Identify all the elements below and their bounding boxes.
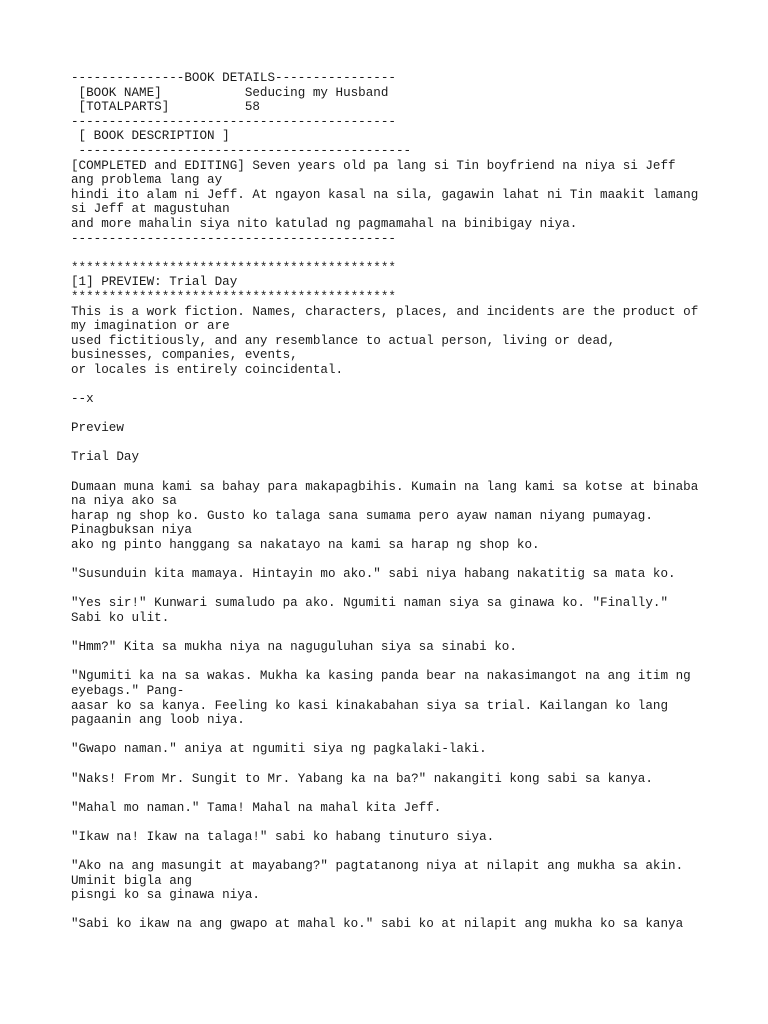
preview-label-text: Preview — [71, 421, 124, 436]
story-line: pagaanin ang loob niya. — [71, 713, 245, 728]
chapter-title-text: Trial Day — [71, 450, 140, 465]
book-name-row: [BOOK NAME] Seducing my Husband — [71, 85, 389, 100]
story-line: "Mahal mo naman." Tama! Mahal na mahal kita Jeff. — [71, 800, 442, 815]
story-paragraph — [71, 567, 761, 582]
story-line: aasar ko sa kanya. Feeling ko kasi kinakabahan siya sa trial. Kailangan ko lang — [71, 698, 669, 713]
story-line: Pinagbuksan niya — [71, 523, 192, 538]
story-line: "Hmm?" Kita sa mukha niya na naguguluhan siya sa sinabi ko. — [71, 640, 517, 655]
document-page — [71, 71, 761, 947]
story-line: "Sabi ko ikaw na ang gwapo at mahal ko." sabi ko at nilapit ang mukha ko sa kanya — [71, 917, 684, 932]
book-details-header: ---------------BOOK DETAILS---------------- — [71, 71, 396, 85]
story-paragraph — [71, 480, 761, 553]
story-paragraph — [71, 742, 761, 757]
disclaimer — [71, 305, 761, 378]
preview-stars-bottom: ******************************************* — [71, 289, 396, 304]
description-header: [ BOOK DESCRIPTION ] — [71, 129, 230, 144]
description-line: si Jeff at magustuhan — [71, 202, 230, 217]
story-line: "Susunduin kita mamaya. Hintayin mo ako." sabi niya habang nakatitig sa mata ko. — [71, 567, 676, 582]
story-body — [71, 480, 761, 932]
story-line: Uminit bigla ang — [71, 873, 192, 888]
story-line: pisngi ko sa ginawa niya. — [71, 888, 260, 903]
details-divider: ------------------------------------------- — [71, 114, 396, 129]
separator-text: --x — [71, 392, 94, 407]
disclaimer-line: or locales is entirely coincidental. — [71, 362, 344, 377]
description-line: and more mahalin siya nito katulad ng pagmamahal na binibigay niya. — [71, 216, 578, 231]
story-paragraph — [71, 859, 761, 903]
story-paragraph — [71, 596, 761, 625]
story-line: "Ikaw na! Ikaw na talaga!" sabi ko habang tinuturo siya. — [71, 829, 495, 844]
story-paragraph — [71, 917, 761, 932]
disclaimer-line: This is a work fiction. Names, characters, places, and incidents are the product of — [71, 304, 699, 319]
preview-title: [1] PREVIEW: Trial Day — [71, 275, 238, 290]
preview-stars-top: ******************************************* — [71, 260, 396, 275]
total-parts-row: [TOTALPARTS] 58 — [71, 100, 260, 115]
story-paragraph — [71, 830, 761, 845]
description-line: ang problema lang ay — [71, 173, 223, 188]
story-line: "Ako na ang masungit at mayabang?" pagtatanong niya at nilapit ang mukha sa akin. — [71, 859, 684, 874]
story-paragraph — [71, 640, 761, 655]
book-details — [71, 71, 761, 129]
story-line: Dumaan muna kami sa bahay para makapagbihis. Kumain na lang kami sa kotse at binaba — [71, 479, 699, 494]
description-line: [COMPLETED and EDITING] Seven years old pa lang si Tin boyfriend na niya si Jeff — [71, 158, 676, 173]
story-line: harap ng shop ko. Gusto ko talaga sana sumama pero ayaw naman niyang pumayag. — [71, 508, 653, 523]
spacer — [71, 246, 761, 261]
preview-section — [71, 261, 761, 465]
story-line: na niya ako sa — [71, 494, 177, 509]
story-line: eyebags." Pang- — [71, 683, 185, 698]
story-line: "Ngumiti ka na sa wakas. Mukha ka kasing panda bear na nakasimangot na ang itim ng — [71, 669, 691, 684]
separator — [71, 392, 761, 407]
disclaimer-line: my imagination or are — [71, 319, 230, 334]
description-line: hindi ito alam ni Jeff. At ngayon kasal na sila, gagawin lahat ni Tin maakit lamang — [71, 187, 699, 202]
preview-label — [71, 421, 761, 436]
story-line: "Yes sir!" Kunwari sumaludo pa ako. Ngumiti naman siya sa ginawa ko. "Finally." — [71, 596, 669, 611]
description-divider-top: -------------------------------------------- — [71, 143, 412, 158]
story-line: "Gwapo naman." aniya at ngumiti siya ng pagkalaki-laki. — [71, 742, 487, 757]
disclaimer-line: businesses, companies, events, — [71, 348, 298, 363]
story-line: ako ng pinto hanggang sa nakatayo na kami sa harap ng shop ko. — [71, 538, 540, 552]
story-line: "Naks! From Mr. Sungit to Mr. Yabang ka na ba?" nakangiti kong sabi sa kanya. — [71, 771, 653, 786]
description-divider-bottom: ------------------------------------------- — [71, 231, 396, 246]
story-paragraph — [71, 801, 761, 816]
story-line: Sabi ko ulit. — [71, 610, 170, 625]
chapter-title — [71, 450, 761, 465]
story-paragraph — [71, 772, 761, 787]
book-description — [71, 129, 761, 246]
story-paragraph — [71, 669, 761, 727]
disclaimer-line: used fictitiously, and any resemblance to actual person, living or dead, — [71, 333, 616, 348]
